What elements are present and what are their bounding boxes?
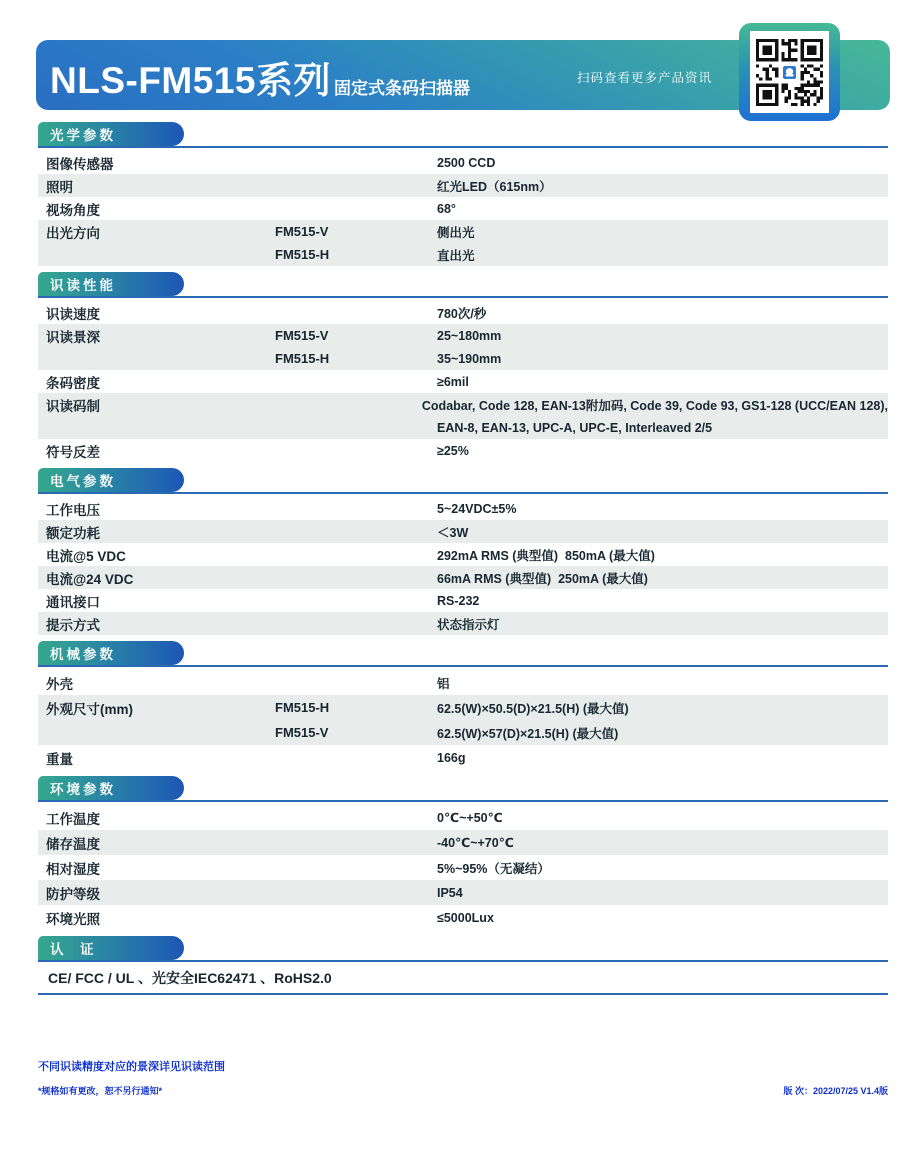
spec-value: 侧出光	[437, 225, 475, 240]
spec-label: 识读景深	[46, 329, 100, 345]
banner-title-row	[50, 62, 470, 99]
spec-value: 68°	[437, 201, 456, 216]
footnote-disclaimer: *规格如有更改，恕不另行通知*	[38, 1086, 163, 1096]
spec-label: 防护等级	[46, 886, 100, 902]
section-badge: 环境参数	[38, 776, 184, 800]
spec-row	[38, 324, 888, 347]
section-mechanical	[38, 641, 888, 770]
section-rows	[38, 301, 888, 462]
spec-label: 额定功耗	[46, 525, 100, 541]
section-rows	[38, 670, 888, 770]
spec-row	[38, 347, 888, 370]
spec-row	[38, 243, 888, 266]
qr-box	[750, 31, 829, 113]
spec-row	[38, 543, 888, 566]
spec-label: 工作电压	[46, 502, 100, 518]
spec-label: 视场角度	[46, 202, 100, 218]
section-head	[38, 272, 888, 298]
spec-label: 出光方向	[46, 225, 100, 241]
spec-label: 通讯接口	[46, 594, 100, 610]
spec-row	[38, 220, 888, 243]
section-reading	[38, 272, 888, 462]
spec-value: 62.5(W)×57(D)×21.5(H) (最大值)	[437, 726, 619, 741]
spec-value: 2500 CCD	[437, 155, 496, 170]
spec-label: 重量	[46, 751, 73, 767]
spec-value: ＜3W	[437, 525, 469, 540]
spec-value: 状态指示灯	[437, 617, 500, 632]
qr-code-icon	[756, 39, 823, 106]
spec-value: 直出光	[437, 248, 475, 263]
spec-value: ≥25%	[437, 443, 469, 458]
spec-value: ≥6mil	[437, 374, 469, 389]
spec-value: 5~24VDC±5%	[437, 501, 517, 516]
spec-label: 识读速度	[46, 306, 100, 322]
spec-row	[38, 174, 888, 197]
spec-label: 图像传感器	[46, 156, 114, 172]
spec-value: IP54	[437, 885, 463, 900]
spec-value: 35~190mm	[437, 351, 502, 366]
spec-value: 66mA RMS (典型值) 250mA (最大值)	[437, 571, 648, 586]
section-badge: 识读性能	[38, 272, 184, 296]
section-rows	[38, 151, 888, 266]
section-head	[38, 468, 888, 494]
spec-row	[38, 670, 888, 695]
spec-label: 提示方式	[46, 617, 100, 633]
spec-label: 符号反差	[46, 444, 100, 460]
spec-row	[38, 439, 888, 462]
spec-value: 25~180mm	[437, 328, 502, 343]
spec-value: 780次/秒	[437, 306, 487, 321]
spec-value: 铝	[437, 676, 450, 691]
spec-row	[38, 151, 888, 174]
section-head	[38, 122, 888, 148]
spec-value: 292mA RMS (典型值) 850mA (最大值)	[437, 548, 655, 563]
spec-row	[38, 497, 888, 520]
spec-value: ≤5000Lux	[437, 910, 494, 925]
spec-value: EAN-8, EAN-13, UPC-A, UPC-E, Interleaved 2/5	[437, 420, 713, 435]
section-badge: 电气参数	[38, 468, 184, 492]
spec-label: 外观尺寸(mm)	[46, 701, 133, 717]
spec-row	[38, 880, 888, 905]
spec-row	[38, 370, 888, 393]
product-subtitle: 固定式条码扫描器	[333, 78, 470, 98]
spec-label: 电流@5 VDC	[46, 548, 126, 564]
spec-value: 62.5(W)×50.5(D)×21.5(H) (最大值)	[437, 701, 629, 716]
spec-label: 识读码制	[46, 398, 100, 414]
spec-label: 条码密度	[46, 375, 100, 391]
spec-value: 红光LED（615nm）	[437, 179, 552, 194]
section-head	[38, 641, 888, 667]
spec-row	[38, 695, 888, 720]
section-badge: 光学参数	[38, 122, 184, 146]
spec-label: 相对湿度	[46, 861, 100, 877]
spec-row	[38, 612, 888, 635]
section-badge: 认 证	[38, 936, 184, 960]
version-info: 版 次：2022/07/25 V1.4版	[783, 1086, 888, 1096]
spec-row	[38, 566, 888, 589]
section-optical	[38, 122, 888, 266]
spec-label: 工作温度	[46, 811, 100, 827]
spec-row	[38, 589, 888, 612]
section-electrical	[38, 468, 888, 635]
spec-model: FM515-H	[275, 351, 330, 366]
spec-row	[38, 301, 888, 324]
section-badge: 机械参数	[38, 641, 184, 665]
spec-label: 照明	[46, 179, 73, 195]
header-banner	[36, 40, 890, 110]
spec-value: -40℃~+70℃	[437, 836, 514, 850]
section-head	[38, 936, 888, 962]
spec-row	[38, 745, 888, 770]
section-certification	[38, 936, 888, 995]
certification-list: CE/ FCC / UL 、光安全IEC62471 、RoHS2.0	[38, 962, 888, 995]
spec-row	[38, 720, 888, 745]
spec-row	[38, 197, 888, 220]
spec-label: 储存温度	[46, 836, 100, 852]
spec-value: 166g	[437, 750, 466, 765]
spec-value: 0℃~+50℃	[437, 811, 503, 825]
spec-row	[38, 520, 888, 543]
spec-row	[38, 805, 888, 830]
spec-row	[38, 905, 888, 930]
scan-hint-text: 扫码查看更多产品资讯	[576, 71, 712, 85]
spec-row	[38, 830, 888, 855]
spec-value: RS-232	[437, 593, 480, 608]
qr-plate	[739, 23, 840, 121]
spec-model: FM515-H	[275, 700, 330, 715]
spec-row	[38, 416, 888, 439]
section-rows	[38, 805, 888, 930]
spec-row	[38, 393, 888, 416]
spec-value: 5%~95%（无凝结）	[437, 861, 550, 876]
spec-label: 环境光照	[46, 911, 100, 927]
spec-label: 外壳	[46, 676, 73, 692]
spec-model: FM515-V	[275, 224, 329, 239]
spec-label: 电流@24 VDC	[46, 571, 134, 587]
spec-row	[38, 855, 888, 880]
spec-value: Codabar, Code 128, EAN-13附加码, Code 39, Code 93, GS1-128 (UCC/EAN 128),	[421, 398, 888, 413]
section-rows	[38, 497, 888, 635]
spec-model: FM515-V	[275, 328, 329, 343]
spec-table	[38, 122, 888, 1001]
spec-model: FM515-V	[275, 725, 329, 740]
section-head	[38, 776, 888, 802]
spec-model: FM515-H	[275, 247, 330, 262]
section-environment	[38, 776, 888, 930]
footnote-depth-note: 不同识读精度对应的景深详见识读范围	[38, 1061, 225, 1073]
product-title: NLS-FM515系列	[50, 60, 331, 101]
